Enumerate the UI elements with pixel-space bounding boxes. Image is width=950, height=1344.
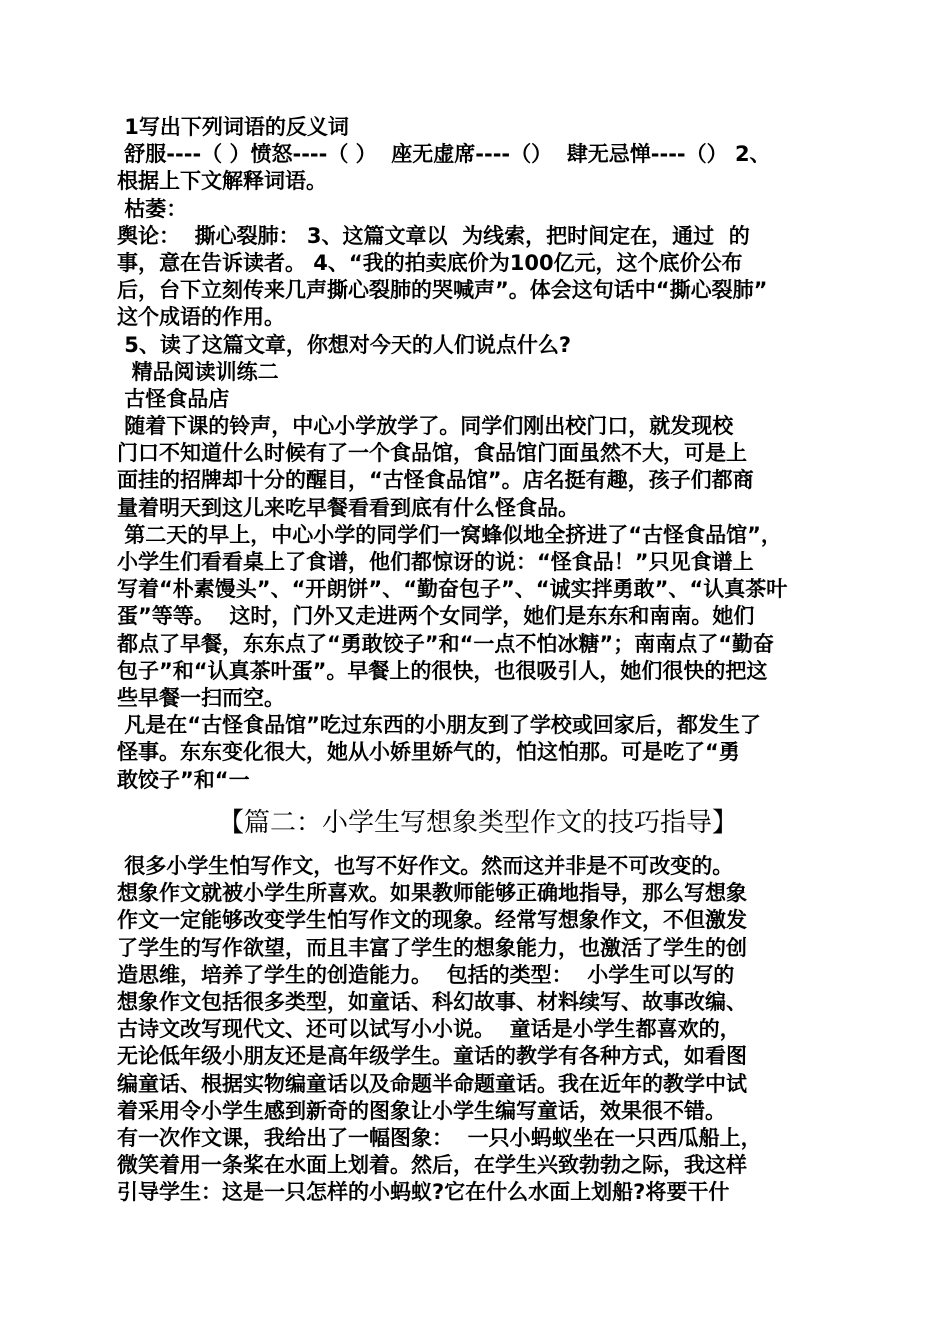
text-line: 小学生们看看桌上了食谱，他们都惊讶的说：“怪食品！”只见食谱上 bbox=[117, 550, 754, 574]
text-line: 无论低年级小朋友还是高年级学生。童话的教学有各种方式，如看图 bbox=[117, 1044, 747, 1069]
text-line: 第二天的早上，中心小学的同学们一窝蜂似地全挤进了“古怪食品馆”， bbox=[117, 522, 782, 547]
text-line: 舆论： 撕心裂肺： 3、这篇文章以 为线索，把时间定在，通过 的 bbox=[117, 223, 750, 248]
text-line: 舒服----（ ）愤怒----（ ） 座无虚席----（） 肆无忌惮----（） 2、 bbox=[117, 142, 771, 167]
text-line: 随着下课的铃声，中心小学放学了。同学们刚出校门口，就发现校 bbox=[117, 414, 734, 439]
text-line: 凡是在“古怪食品馆”吃过东西的小朋友到了学校或回家后，都发生了 bbox=[117, 713, 761, 738]
text-line: 蛋”等等。 这时，门外又走进两个女同学，她们是东东和南南。她们 bbox=[117, 604, 755, 629]
text-line: 些早餐一扫而空。 bbox=[117, 685, 285, 710]
text-line: 这个成语的作用。 bbox=[117, 305, 285, 330]
text-line: 面挂的招牌却十分的醒目，“古怪食品馆”。店名挺有趣，孩子们都商 bbox=[117, 468, 754, 493]
text-line: 根据上下文解释词语。 bbox=[117, 169, 327, 194]
section-title: 【篇二：小学生写想象类型作文的技巧指导】 bbox=[217, 808, 738, 838]
text-line: 想象作文包括很多类型，如童话、科幻故事、材料续写、故事改编、 bbox=[117, 989, 747, 1014]
text-line: 包子”和“认真茶叶蛋”。早餐上的很快，也很吸引人，她们很快的把这 bbox=[117, 658, 768, 683]
text-line: 着采用令小学生感到新奇的图象让小学生编写童话，效果很不错。 bbox=[117, 1098, 726, 1123]
text-line: 古诗文改写现代文、还可以试写小小说。 童话是小学生都喜欢的， bbox=[117, 1017, 741, 1042]
exercise-heading: 精品阅读训练二 bbox=[117, 359, 279, 384]
text-line: 想象作文就被小学生所喜欢。如果教师能够正确地指导，那么写想象 bbox=[117, 881, 747, 906]
text-line: 量着明天到这儿来吃早餐看看到底有什么怪食品。 bbox=[117, 495, 579, 520]
text-line: 枯萎： bbox=[117, 196, 188, 221]
text-line: 后，台下立刻传来几声撕心裂肺的哭喊声”。体会这句话中“撕心裂肺” bbox=[117, 278, 768, 303]
text-line: 了学生的写作欲望，而且丰富了学生的想象能力，也激活了学生的创 bbox=[117, 935, 747, 960]
text-line: 写着“朴素馒头”、“开朗饼”、“勤奋包子”、“诚实拌勇敢”、“认真茶叶 bbox=[117, 577, 788, 602]
text-line: 有一次作文课，我给出了一幅图象： 一只小蚂蚁坐在一只西瓜船上， bbox=[117, 1125, 762, 1150]
text-line: 敢饺子”和“一 bbox=[117, 767, 250, 792]
text-line: 造思维，培养了学生的创造能力。 包括的类型： 小学生可以写的 bbox=[117, 962, 735, 987]
text-line: 都点了早餐，东东点了“勇敢饺子”和“一点不怕冰糖”；南南点了“勤奋 bbox=[117, 631, 775, 656]
text-line: 1写出下列词语的反义词 bbox=[117, 115, 349, 139]
text-line: 微笑着用一条桨在水面上划着。然后，在学生兴致勃勃之际，我这样 bbox=[117, 1153, 747, 1178]
text-line: 怪事。东东变化很大，她从小娇里娇气的，怕这怕那。可是吃了“勇 bbox=[117, 740, 740, 765]
text-line: 很多小学生怕写作文，也写不好作文。然而这并非是不可改变的。 bbox=[117, 854, 734, 878]
text-line: 5、读了这篇文章，你想对今天的人们说点什么? bbox=[117, 332, 572, 357]
reading-exercise-text bbox=[117, 114, 839, 794]
story-title: 古怪食品店 bbox=[117, 386, 230, 411]
text-line: 事，意在告诉读者。 4、“我的拍卖底价为100亿元，这个底价公布 bbox=[117, 250, 743, 275]
text-line: 门口不知道什么时候有了一个食品馆，食品馆门面虽然不大，可是上 bbox=[117, 441, 747, 466]
text-line: 编童话、根据实物编童话以及命题半命题童话。我在近年的教学中试 bbox=[117, 1071, 747, 1096]
text-line: 引导学生：这是一只怎样的小蚂蚁?它在什么水面上划船?将要干什 bbox=[117, 1180, 730, 1205]
article-body-text bbox=[117, 853, 839, 1206]
text-line: 作文一定能够改变学生怕写作文的现象。经常写想象作文，不但激发 bbox=[117, 908, 747, 933]
